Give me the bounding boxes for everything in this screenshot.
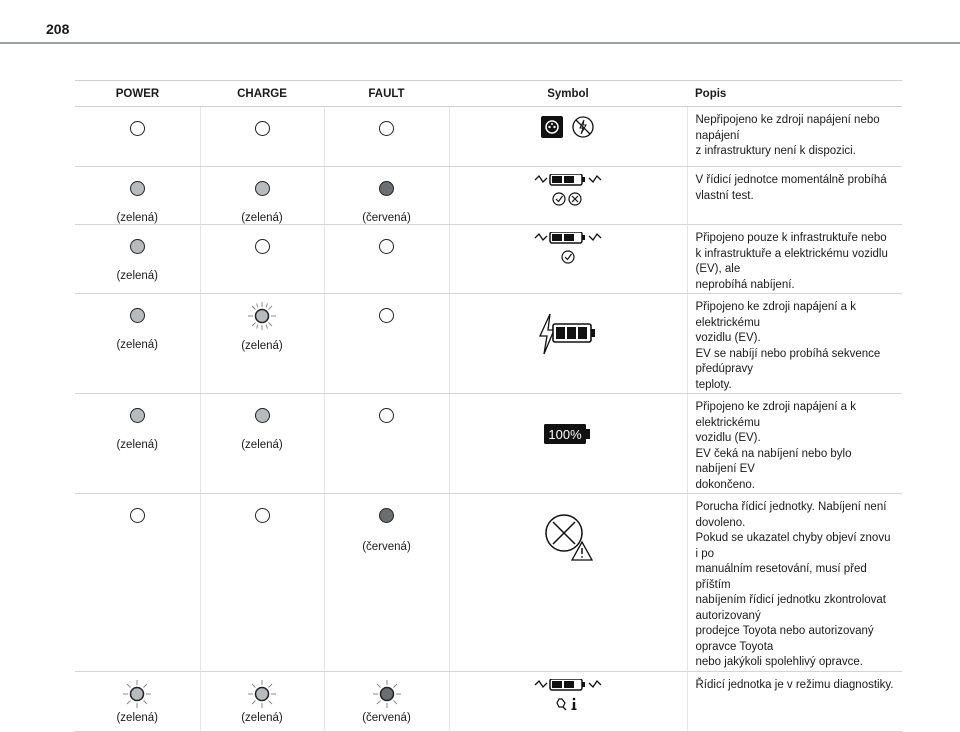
battery-full-icon xyxy=(544,422,592,446)
row-description: Řídicí jednotka je v režimu diagnostiky. xyxy=(695,678,894,691)
charge-led-label: (zelená) xyxy=(241,340,283,352)
row-description: Připojeno ke zdroji napájení a k elektrickému vozidlu (EV). EV se nabíjí nebo probíhá sekvence předúpravy teploty. xyxy=(695,301,881,391)
table-row xyxy=(75,225,902,294)
fault-led-blinking-red xyxy=(372,679,402,709)
fault-led-off xyxy=(379,121,394,136)
power-led-green xyxy=(130,239,145,254)
table-row xyxy=(75,494,902,672)
header-charge: CHARGE xyxy=(200,81,324,107)
fault-cell xyxy=(324,225,449,294)
fault-cell xyxy=(324,494,449,672)
power-led-green xyxy=(130,308,145,323)
charge-led-blinking-green xyxy=(247,679,277,709)
power-led-green xyxy=(130,181,145,196)
header-fault: FAULT xyxy=(324,81,449,107)
fault-led-red xyxy=(379,508,394,523)
plug-icon xyxy=(541,116,563,138)
power-cell xyxy=(75,494,200,672)
row-description: Připojeno ke zdroji napájení a k elektrickému vozidlu (EV). EV čeká na nabíjení nebo bylo nabíjení EV dokončeno. xyxy=(695,401,856,491)
power-led-label: (zelená) xyxy=(116,711,159,724)
symbol-cell xyxy=(449,167,687,225)
power-led-label: (zelená) xyxy=(116,439,159,451)
power-led-blinking-green xyxy=(122,679,152,709)
description-cell xyxy=(687,671,902,731)
power-led-green xyxy=(130,408,145,423)
header-power: POWER xyxy=(75,81,200,107)
power-cell xyxy=(75,394,200,494)
connected-ok-icon xyxy=(533,232,603,266)
charge-cell xyxy=(200,167,324,225)
status-table xyxy=(75,80,902,732)
row-description: Připojeno pouze k infrastruktuře nebo k infrastruktuře a elektrickému vozidlu (EV), ale neprobíhá nabíjení. xyxy=(695,232,888,291)
description-cell xyxy=(687,107,902,167)
charging-battery-icon xyxy=(538,312,598,356)
charge-led-label: (zelená) xyxy=(241,711,283,724)
fault-led-off xyxy=(379,308,394,323)
header-rule xyxy=(0,42,960,44)
charge-cell xyxy=(200,394,324,494)
charge-led-green xyxy=(255,181,270,196)
battery-percent-label: 100% xyxy=(548,427,582,442)
fault-led-label: (červená) xyxy=(362,541,411,553)
power-led-label: (zelená) xyxy=(116,339,159,351)
charge-cell xyxy=(200,671,324,731)
charge-led-label: (zelená) xyxy=(241,439,283,451)
fault-led-red xyxy=(379,181,394,196)
fault-cell xyxy=(324,107,449,167)
symbol-cell xyxy=(449,107,687,167)
row-description: Porucha řídicí jednotky. Nabíjení není dovoleno. Pokud se ukazatel chyby objeví znovu i po manuálním resetování, musí před příštím nabíjením řídicí jednotku zkontrolovat autorizovaný prodejce Toyota nebo autorizovaný opravce Toyota nebo jakýkoli spolehlivý opravce. xyxy=(695,501,891,668)
table-row xyxy=(75,107,902,167)
table-row xyxy=(75,167,902,225)
description-cell xyxy=(687,167,902,225)
fault-led-off xyxy=(379,408,394,423)
description-cell xyxy=(687,494,902,672)
charge-cell xyxy=(200,494,324,672)
symbol-cell xyxy=(449,394,687,494)
charge-cell xyxy=(200,225,324,294)
power-cell xyxy=(75,167,200,225)
self-test-icon xyxy=(533,174,603,208)
header-symbol: Symbol xyxy=(449,81,687,107)
power-cell xyxy=(75,294,200,394)
table-header-row xyxy=(75,81,902,107)
table-row xyxy=(75,394,902,494)
charge-led-label: (zelená) xyxy=(241,212,283,224)
symbol-cell xyxy=(449,294,687,394)
fault-cell xyxy=(324,294,449,394)
fault-led-off xyxy=(379,239,394,254)
charge-led-blinking-green xyxy=(247,301,277,331)
table-row xyxy=(75,671,902,731)
charge-led-off xyxy=(255,121,270,136)
charge-led-green xyxy=(255,408,270,423)
table-row xyxy=(75,294,902,394)
symbol-cell xyxy=(449,494,687,672)
charge-led-off xyxy=(255,508,270,523)
fault-led-label: (červená) xyxy=(362,212,411,224)
power-led-label: (zelená) xyxy=(116,270,159,282)
power-cell xyxy=(75,225,200,294)
page-number: 208 xyxy=(46,21,70,37)
power-led-off xyxy=(130,508,145,523)
header-description: Popis xyxy=(687,81,902,107)
fault-cell xyxy=(324,671,449,731)
fault-warning-icon xyxy=(543,512,593,562)
charge-cell xyxy=(200,294,324,394)
charge-led-off xyxy=(255,239,270,254)
row-description: V řídicí jednotce momentálně probíhá vlastní test. xyxy=(695,174,887,202)
no-power-icon xyxy=(571,115,595,139)
description-cell xyxy=(687,394,902,494)
power-cell xyxy=(75,107,200,167)
fault-cell xyxy=(324,394,449,494)
fault-cell xyxy=(324,167,449,225)
power-led-label: (zelená) xyxy=(116,212,159,224)
symbol-cell xyxy=(449,225,687,294)
description-cell xyxy=(687,294,902,394)
charge-cell xyxy=(200,107,324,167)
row-description: Nepřipojeno ke zdroji napájení nebo napájení z infrastruktury není k dispozici. xyxy=(695,114,880,157)
symbol-cell xyxy=(449,671,687,731)
diagnostics-icon xyxy=(533,679,603,713)
power-cell xyxy=(75,671,200,731)
description-cell xyxy=(687,225,902,294)
power-led-off xyxy=(130,121,145,136)
fault-led-label: (červená) xyxy=(362,711,411,724)
